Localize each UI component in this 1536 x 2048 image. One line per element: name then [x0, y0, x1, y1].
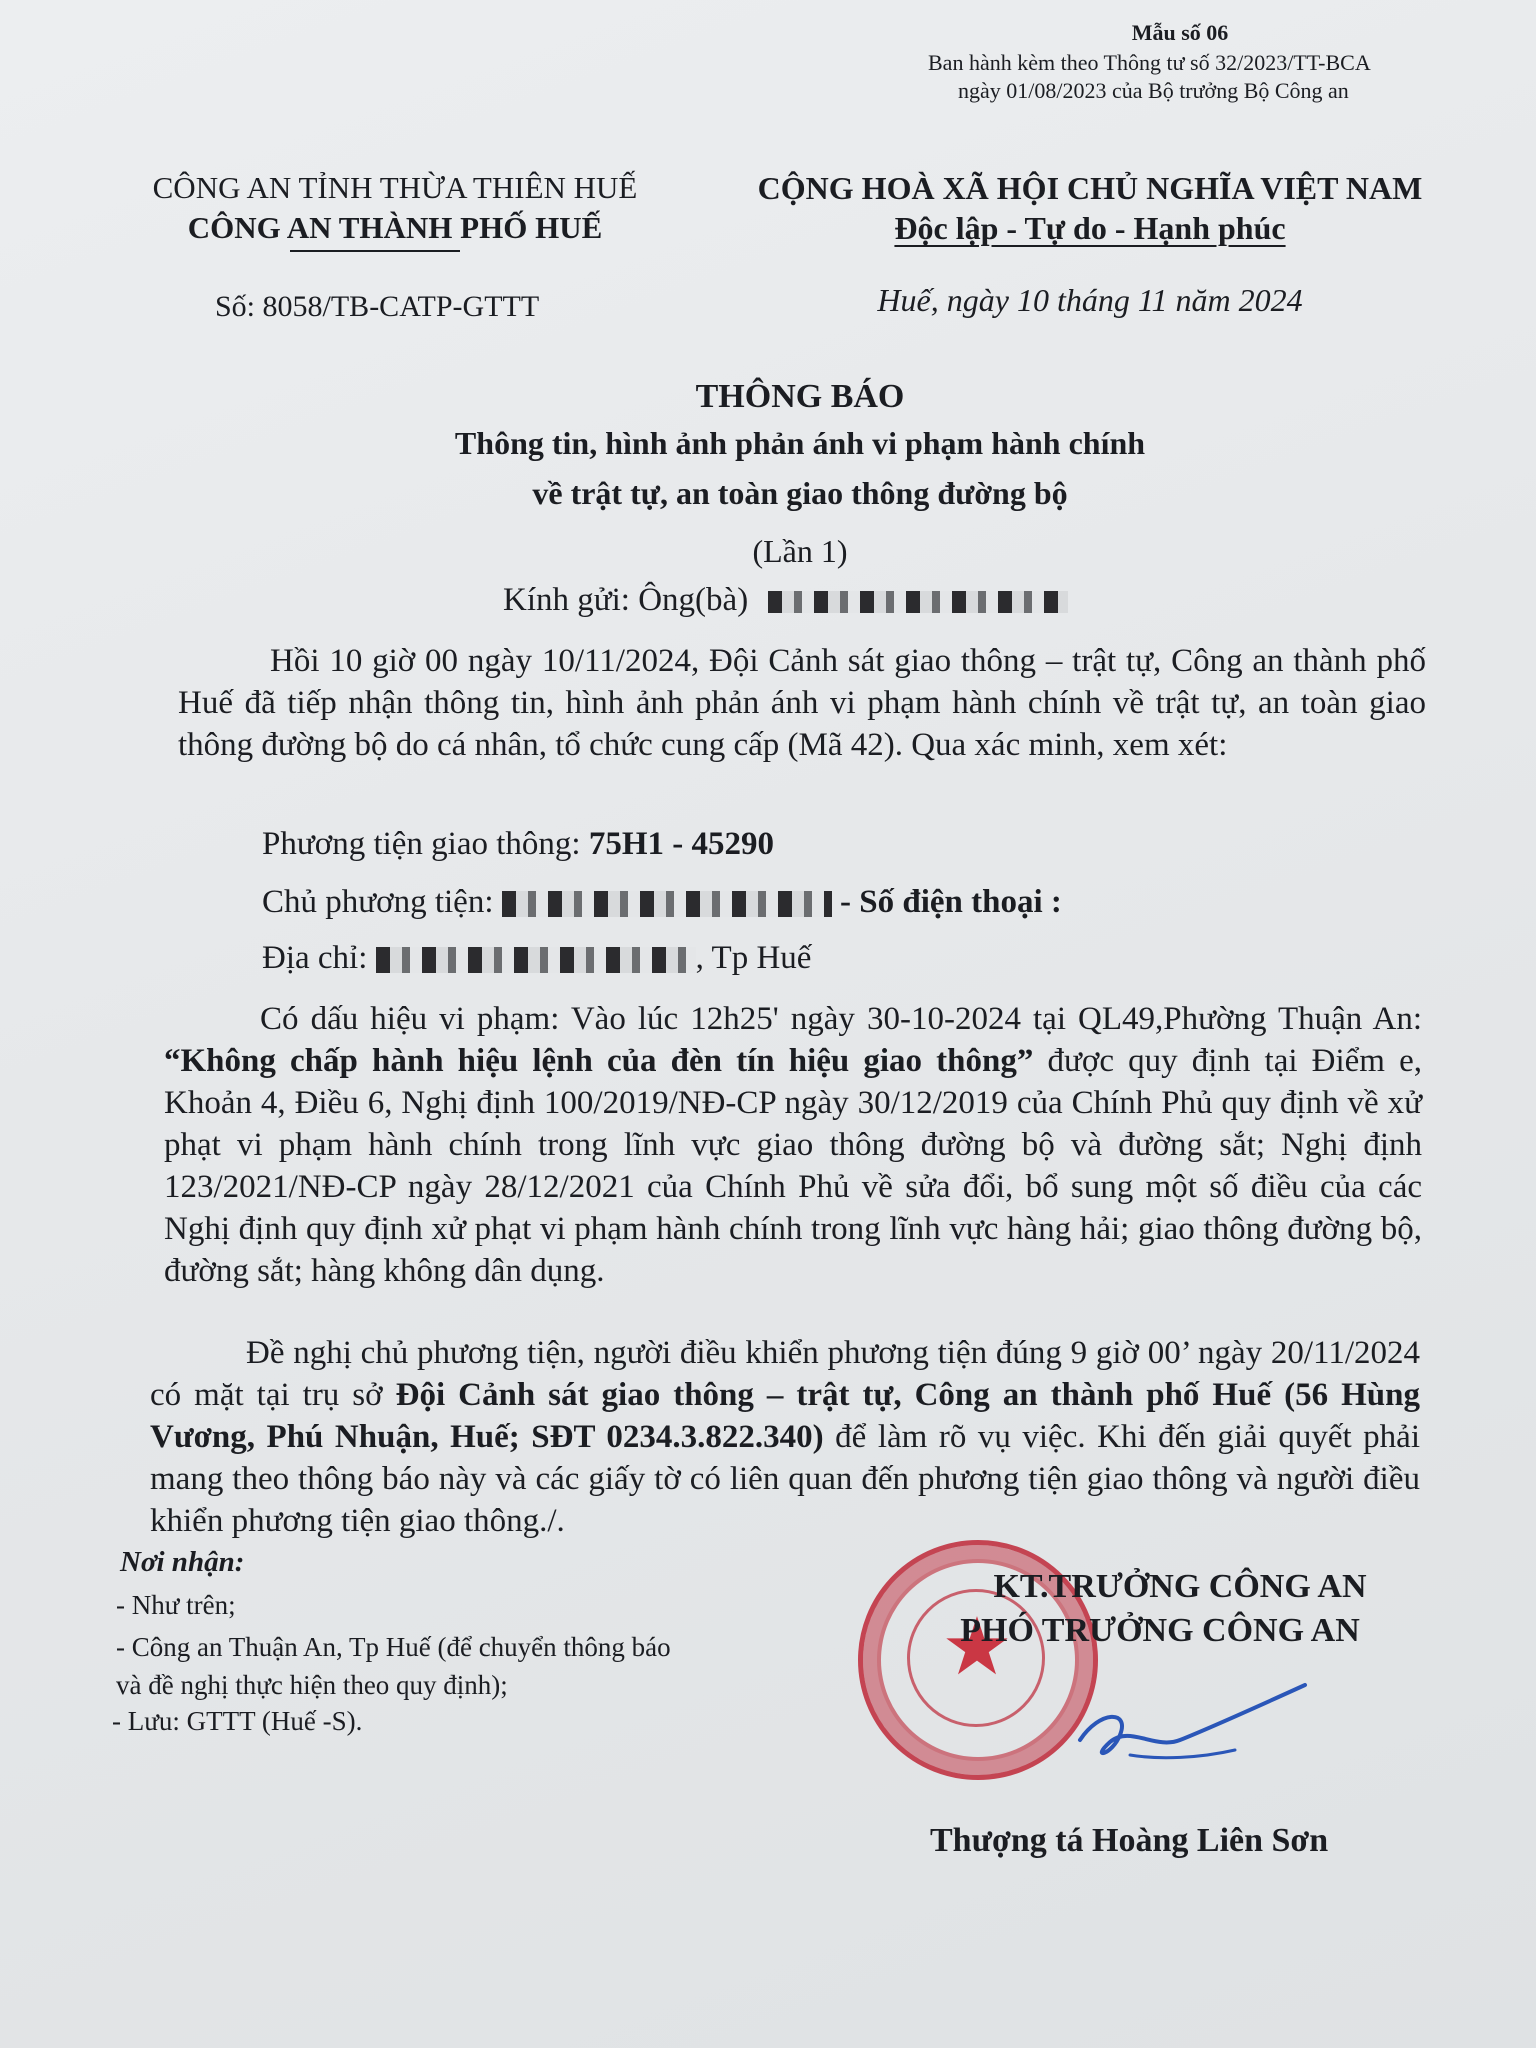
form-number: Mẫu số 06: [1131, 20, 1229, 45]
paragraph-violation: [164, 998, 1422, 1292]
paragraph-intro: Hồi 10 giờ 00 ngày 10/11/2024, Đội Cảnh sát giao thông – trật tự, Công an thành phố Huế đã tiếp nhận thông tin, hình ảnh phản ánh vi phạm hành chính về trật tự, an toàn giao thông đường bộ do cá nhân, tổ chức cung cấp (Mã 42). Qua xác minh, xem xét:: [178, 643, 1426, 763]
owner-line: [262, 884, 1062, 921]
recipients-line-1: - Như trên;: [116, 1590, 236, 1620]
address-city: , Tp Huế: [695, 940, 812, 976]
address-line: [262, 940, 811, 977]
request-place: Đội Cảnh sát giao thông – trật tự, Công an thành phố Huế (56 Hùng Vương, Phú Nhuận, Huế; SĐT 0234.3.822.340): [150, 1377, 1420, 1455]
notice-title: THÔNG BÁO: [695, 378, 905, 415]
violation-rest: được quy định tại Điểm e, Khoản 4, Điều 6, Nghị định 100/2019/NĐ-CP ngày 30/12/2019 của Chính Phủ quy định về xử phạt vi phạm hành chính trong lĩnh vực giao thông đường bộ và đường sắt; Nghị định 123/2021/NĐ-CP ngày 28/12/2021 của Chính Phủ về sửa đổi, bổ sung một số điều của các Nghị định quy định xử phạt vi phạm hành chính trong lĩnh vực hàng hải; giao thông đường bộ, đường sắt; hàng không dân dụng.: [164, 1043, 1422, 1289]
handwritten-signature: [1060, 1680, 1320, 1790]
agency-underline: [290, 250, 460, 252]
signature-title-1: KT.TRƯỞNG CÔNG AN: [993, 1568, 1367, 1605]
agency-name: CÔNG AN THÀNH PHỐ HUẾ: [187, 210, 603, 245]
form-issued-with: Ban hành kèm theo Thông tư số 32/2023/TT-BCA: [928, 50, 1371, 75]
recipients-line-4: - Lưu: GTTT (Huế -S).: [112, 1706, 363, 1736]
document-number: Số: 8058/TB-CATP-GTTT: [215, 290, 540, 323]
notice-subtitle-2: về trật tự, an toàn giao thông đường bộ: [532, 475, 1068, 511]
redacted-address: [376, 947, 696, 973]
recipients-line-3: và đề nghị thực hiện theo quy định);: [116, 1670, 508, 1700]
address-label: Địa chỉ:: [262, 940, 376, 976]
recipients-heading: Nơi nhận:: [120, 1546, 245, 1578]
national-motto: Độc lập - Tự do - Hạnh phúc: [894, 210, 1286, 246]
notice-round: (Lần 1): [752, 533, 848, 569]
vehicle-label: Phương tiện giao thông:: [262, 826, 589, 862]
place-date: Huế, ngày 10 tháng 11 năm 2024: [877, 282, 1303, 318]
owner-label: Chủ phương tiện:: [262, 884, 502, 920]
vehicle-line: [262, 826, 774, 863]
violation-quote: “Không chấp hành hiệu lệnh của đèn tín hiệu giao thông”: [164, 1043, 1034, 1079]
vehicle-plate: 75H1 - 45290: [588, 826, 774, 862]
addressee-label: Kính gửi: Ông(bà): [503, 582, 749, 618]
signature-title-2: PHÓ TRƯỞNG CÔNG AN: [960, 1612, 1360, 1649]
phone-label: - Số điện thoại :: [831, 884, 1062, 920]
violation-intro: Có dấu hiệu vi phạm: Vào lúc 12h25' ngày 30-10-2024 tại QL49,Phường Thuận An:: [260, 1001, 1422, 1037]
recipients-line-2: - Công an Thuận An, Tp Huế (để chuyển thông báo: [116, 1632, 671, 1662]
agency-parent: CÔNG AN TỈNH THỪA THIÊN HUẾ: [152, 170, 638, 205]
national-title: CỘNG HOÀ XÃ HỘI CHỦ NGHĨA VIỆT NAM: [757, 170, 1423, 206]
signer-name: Thượng tá Hoàng Liên Sơn: [930, 1822, 1329, 1859]
request-intro: Đề nghị chủ phương tiện, người điều khiển phương tiện đúng 9 giờ 00’ ngày 20/11/2024 có mặt tại trụ sở: [150, 1335, 1420, 1413]
notice-subtitle-1: Thông tin, hình ảnh phản ánh vi phạm hành chính: [454, 425, 1146, 461]
paragraph-request: [150, 1332, 1420, 1542]
request-rest: để làm rõ vụ việc. Khi đến giải quyết phải mang theo thông báo này và các giấy tờ có liên quan đến phương tiện giao thông và người điều khiển phương tiện giao thông./.: [150, 1419, 1420, 1539]
redacted-owner: [502, 891, 832, 917]
redacted-addressee: [768, 591, 1068, 613]
form-issued-date: ngày 01/08/2023 của Bộ trưởng Bộ Công an: [958, 78, 1349, 103]
addressee-line: [503, 582, 1068, 619]
star-icon: ★: [941, 1600, 1013, 1693]
